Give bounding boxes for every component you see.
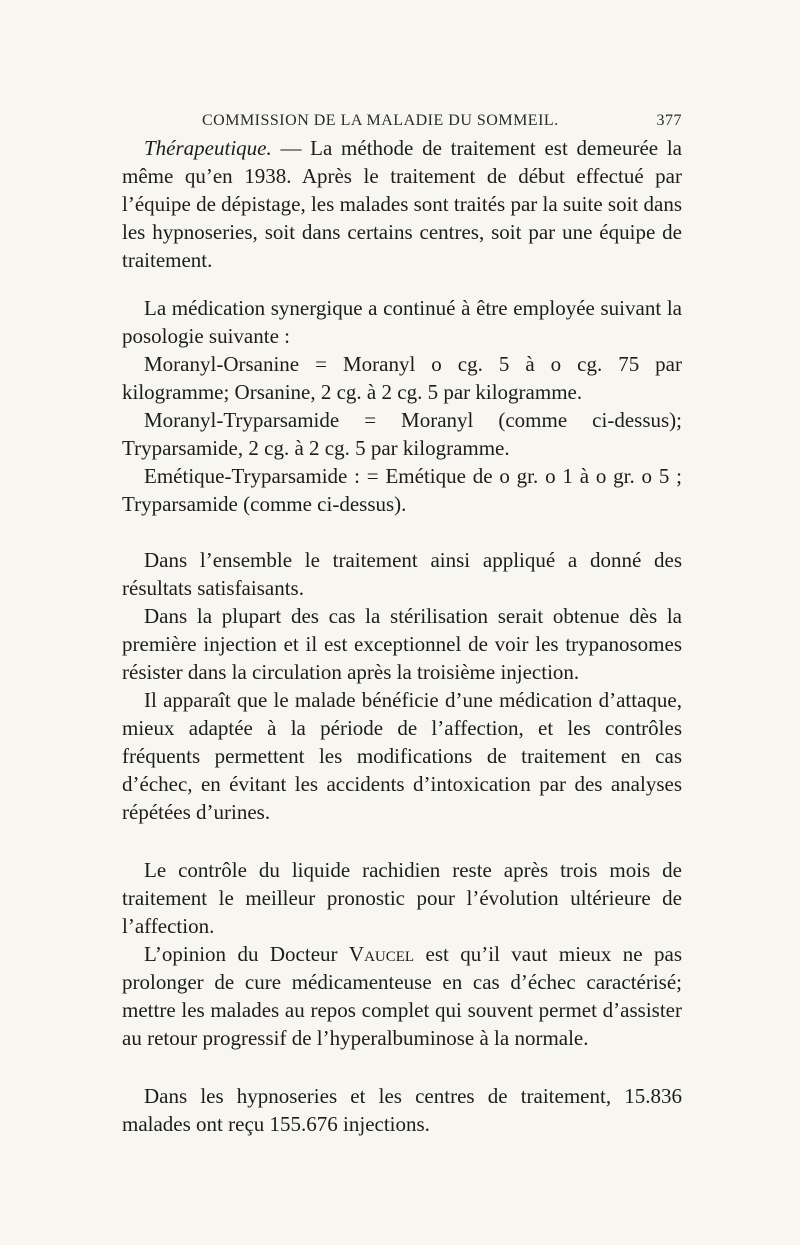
paragraph-emetique-tryparsamide: Emétique-Tryparsamide : = Emétique de o gr. o 1 à o gr. o 5 ; Tryparsamide (comme ci-dessus). <box>122 464 682 516</box>
running-title: COMMISSION DE LA MALADIE DU SOMMEIL. <box>202 112 559 129</box>
page-number: 377 <box>656 112 682 129</box>
paragraph-medication: La médication synergique a continué à être employée suivant la posologie suivante : <box>122 296 682 348</box>
paragraph-text: est qu’il vaut mieux ne pas prolonger de cure médicamenteuse en cas d’échec caractérisé; mettre les malades au repos complet qui souvent permet d’assister au retour progressif de l’hyperalbuminose à la normale. <box>122 942 682 1050</box>
paragraph-medication-attaque: Il apparaît que le malade bénéficie d’une médication d’attaque, mieux adaptée à la période de l’affection, et les contrôles fréquents permettent les modifications de traitement en cas d’échec, en évitant les accidents d’intoxication par des analyses répétées d’urines. <box>122 688 682 824</box>
paragraph-ensemble: Dans l’ensemble le traitement ainsi appliqué a donné des résultats satisfaisants. <box>122 548 682 600</box>
author-name: Vaucel <box>348 942 415 966</box>
paragraph-moranyl-tryparsamide: Moranyl-Tryparsamide = Moranyl (comme ci-dessus); Tryparsamide, 2 cg. à 2 cg. 5 par kilogramme. <box>122 408 682 460</box>
paragraph-sterilisation: Dans la plupart des cas la stérilisation serait obtenue dès la première injection et il est exceptionnel de voir les trypanosomes résister dans la circulation après la troisième injection. <box>122 604 682 684</box>
paragraph-therapeutique <box>122 134 682 274</box>
paragraph-liquide-rachidien: Le contrôle du liquide rachidien reste après trois mois de traitement le meilleur pronostic pour l’évolution ultérieure de l’affection. <box>122 858 682 938</box>
running-header <box>122 112 682 130</box>
document-page <box>122 112 682 1138</box>
paragraph-moranyl-orsanine: Moranyl-Orsanine = Moranyl o cg. 5 à o cg. 75 par kilogramme; Orsanine, 2 cg. à 2 cg. 5 par kilogramme. <box>122 352 682 404</box>
paragraph-hypnoseries: Dans les hypnoseries et les centres de traitement, 15.836 malades ont reçu 155.676 injections. <box>122 1084 682 1136</box>
paragraph-opinion-vaucel <box>122 940 682 1052</box>
paragraph-text: L’opinion du Docteur <box>144 942 349 966</box>
section-lead: Thérapeutique. <box>144 136 272 160</box>
paragraph-text: — La méthode de traitement est demeurée la même qu’en 1938. Après le traitement de début effectué par l’équipe de dépistage, les malades sont traités par la suite soit dans les hypnoseries, soit dans certains centres, soit par une équipe de traitement. <box>122 136 682 272</box>
